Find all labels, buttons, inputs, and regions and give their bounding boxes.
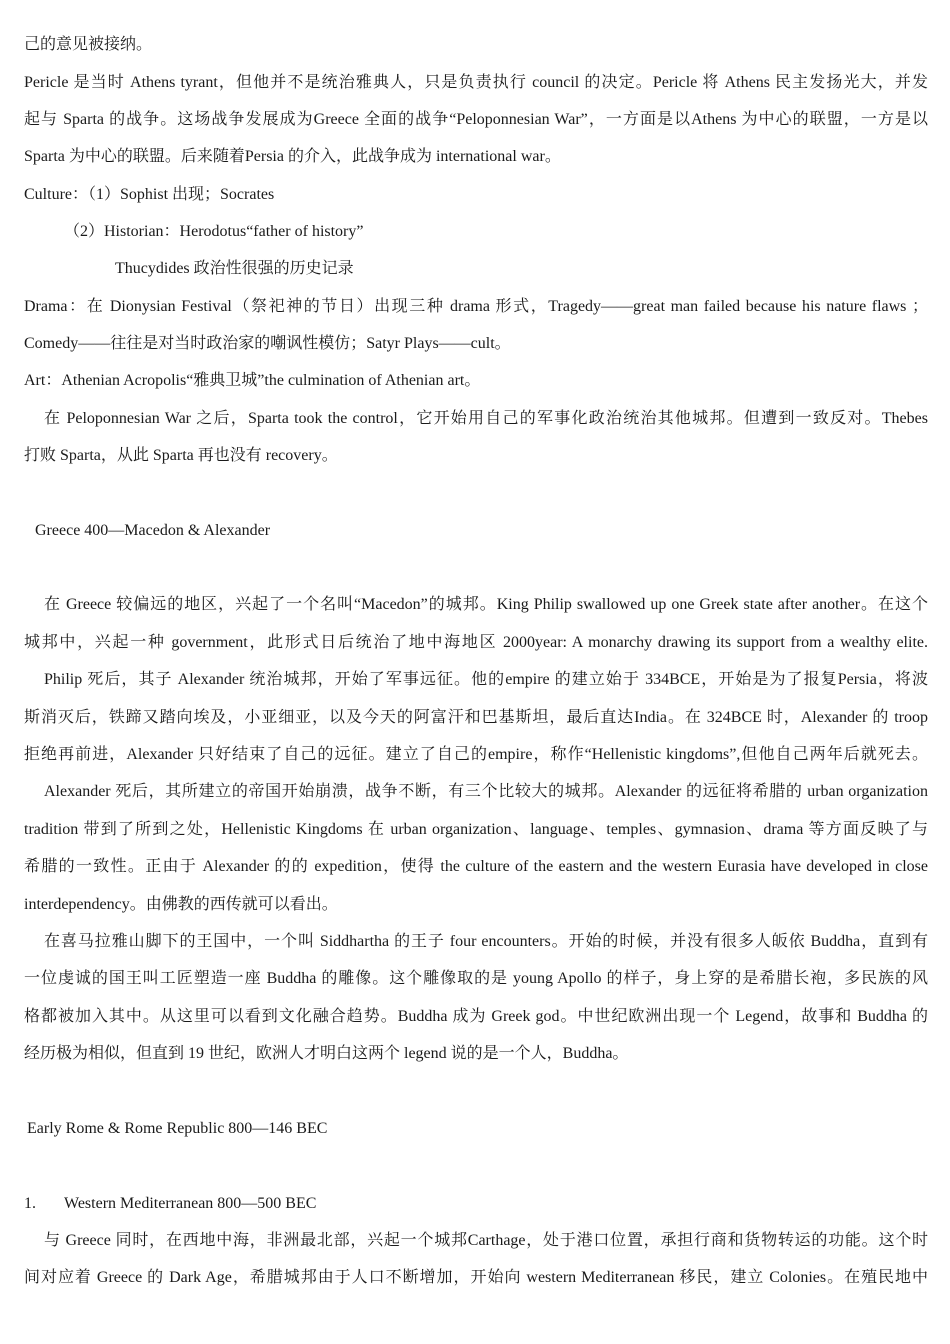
list-number: 1. [24, 1195, 36, 1212]
text-line: Philip 死后，其子 Alexander 统治城邦，开始了军事远征。他的empire 的建立始于 334BCE，开始是为了报复Persia，将波 [44, 671, 928, 688]
subsection-heading: Western Mediterranean 800—500 BEC [64, 1195, 317, 1212]
text-line: 己的意见被接纳。 [24, 36, 153, 53]
text-line: Art：Athenian Acropolis“雅典卫城”the culmination of Athenian art。 [24, 372, 481, 389]
text-line: （2）Historian：Herodotus“father of history” [64, 223, 364, 240]
text-line: 在喜马拉雅山脚下的王国中，一个叫 Siddhartha 的王子 four encounters。开始的时候，并没有很多人皈依 Buddha，直到有 [44, 933, 928, 950]
text-line: 与 Greece 同时，在西地中海，非洲最北部，兴起一个城邦Carthage，处于港口位置，承担行商和货物转运的功能。这个时 [44, 1232, 928, 1249]
text-line: Comedy——往往是对当时政治家的嘲讽性模仿；Satyr Plays——cult。 [24, 335, 511, 352]
text-line: 起与 Sparta 的战争。这场战争发展成为Greece 全面的战争“Peloponnesian War”，一方面是以Athens 为中心的联盟，一方是以 [24, 111, 928, 128]
text-line: 格都被加入其中。从这里可以看到文化融合趋势。Buddha 成为 Greek god。中世纪欧洲出现一个 Legend，故事和 Buddha 的 [24, 1008, 928, 1025]
text-line: 间对应着 Greece 的 Dark Age，希腊城邦由于人口不断增加，开始向 western Mediterranean 移民，建立 Colonies。在殖民地中 [24, 1269, 928, 1286]
text-line: 拒绝再前进，Alexander 只好结束了自己的远征。建立了自己的empire，称作“Hellenistic kingdoms”,但他自己两年后就死去。 [24, 746, 928, 763]
text-line: 城邦中，兴起一种 government，此形式日后统治了地中海地区 2000year: A monarchy drawing its support from a wealthy elite. [24, 634, 928, 651]
text-line: Culture：（1）Sophist 出现；Socrates [24, 186, 275, 203]
text-line: 希腊的一致性。正由于 Alexander 的的 expedition，使得 the culture of the eastern and the western Eurasia have developed in close [24, 858, 928, 875]
section-heading: Early Rome & Rome Republic 800—146 BEC [27, 1120, 328, 1137]
text-line: Pericle 是当时 Athens tyrant，但他并不是统治雅典人，只是负责执行 council 的决定。Pericle 将 Athens 民主发扬光大，并发 [24, 74, 928, 91]
text-line: Thucydides 政治性很强的历史记录 [115, 260, 354, 277]
text-line: 一位虔诚的国王叫工匠塑造一座 Buddha 的雕像。这个雕像取的是 young Apollo 的样子，身上穿的是希腊长袍，多民族的风 [24, 970, 928, 987]
text-line: tradition 带到了所到之处，Hellenistic Kingdoms 在 urban organization、language、temples、gymnasion、drama 等方面反映了与 [24, 821, 928, 838]
text-line: 经历极为相似，但直到 19 世纪，欧洲人才明白这两个 legend 说的是一个人，Buddha。 [24, 1045, 629, 1062]
text-line: 斯消灭后，铁蹄又踏向埃及，小亚细亚，以及今天的阿富汗和巴基斯坦，最后直达India。在 324BCE 时，Alexander 的 troop [24, 709, 928, 726]
text-line: 在 Peloponnesian War 之后，Sparta took the control，它开始用自己的军事化政治统治其他城邦。但遭到一致反对。Thebes [44, 410, 928, 427]
text-line: interdependency。由佛教的西传就可以看出。 [24, 896, 338, 913]
section-heading: Greece 400—Macedon & Alexander [35, 522, 271, 539]
text-line: Drama：在 Dionysian Festival（祭祀神的节日）出现三种 drama 形式，Tragedy——great man failed because his nature flaws ； [24, 298, 928, 315]
text-line: Alexander 死后，其所建立的帝国开始崩溃，战争不断，有三个比较大的城邦。Alexander 的远征将希腊的 urban organization [44, 783, 928, 800]
text-line: 在 Greece 较偏远的地区，兴起了一个名叫“Macedon”的城邦。King Philip swallowed up one Greek state after another。在这个 [44, 596, 928, 613]
text-line: 打败 Sparta，从此 Sparta 再也没有 recovery。 [24, 447, 338, 464]
text-line: Sparta 为中心的联盟。后来随着Persia 的介入，此战争成为 international war。 [24, 148, 561, 165]
